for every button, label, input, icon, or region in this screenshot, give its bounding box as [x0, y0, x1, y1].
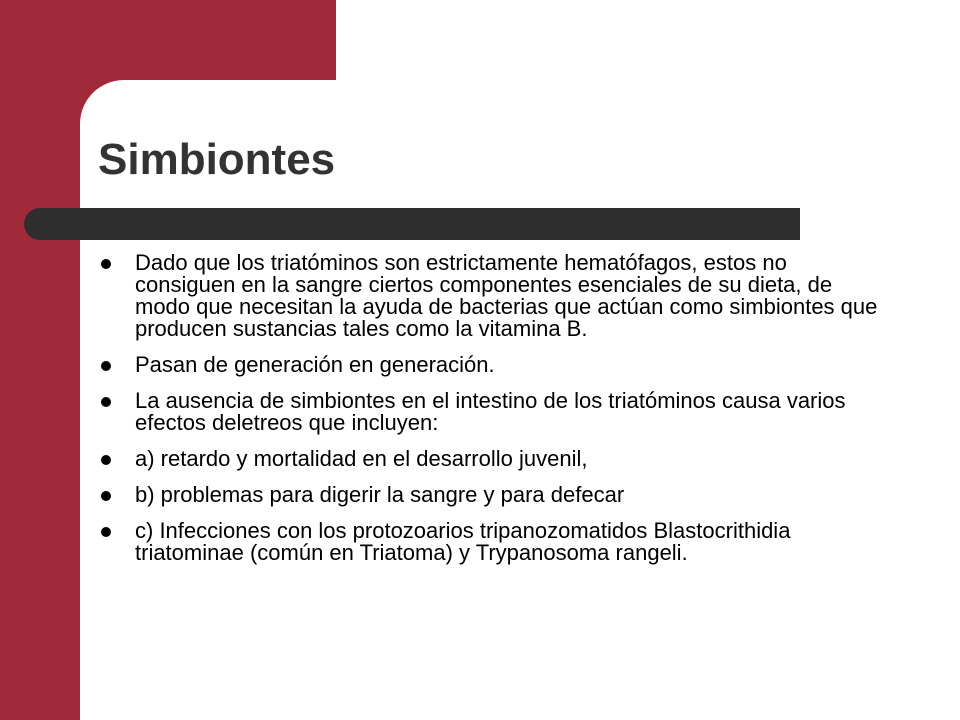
list-item	[100, 448, 890, 470]
list-item	[100, 252, 890, 340]
slide-title: Simbiontes	[98, 135, 336, 184]
list-item	[100, 484, 890, 506]
bullet-icon	[101, 527, 111, 537]
list-item	[100, 354, 890, 376]
title-underline-bar	[24, 208, 800, 240]
left-accent-band	[0, 0, 80, 720]
top-accent-block	[0, 0, 336, 80]
bullet-text: Pasan de generación en generación.	[135, 352, 495, 377]
bullet-text: Dado que los triatóminos son estrictamente hematófagos, estos no consiguen en la sangre ciertos componentes esenciales de su dieta, de modo que necesitan la ayuda de bacterias que actúan como simbiontes que producen sustancias tales como la vitamina B.	[135, 250, 878, 341]
bullet-icon	[101, 259, 111, 269]
list-item	[100, 520, 890, 564]
bullet-icon	[101, 491, 111, 501]
bullet-text: a) retardo y mortalidad en el desarrollo juvenil,	[135, 446, 588, 471]
bullet-text: La ausencia de simbiontes en el intestino de los triatóminos causa varios efectos deletreos que incluyen:	[135, 388, 846, 435]
bullet-list	[100, 252, 890, 578]
bullet-text: b) problemas para digerir la sangre y para defecar	[135, 482, 625, 507]
bullet-text: c) Infecciones con los protozoarios tripanozomatidos Blastocrithidia triatominae (común en Triatoma) y Trypanosoma rangeli.	[135, 518, 791, 565]
bullet-icon	[101, 397, 111, 407]
bullet-icon	[101, 455, 111, 465]
list-item	[100, 390, 890, 434]
bullet-icon	[101, 361, 111, 371]
